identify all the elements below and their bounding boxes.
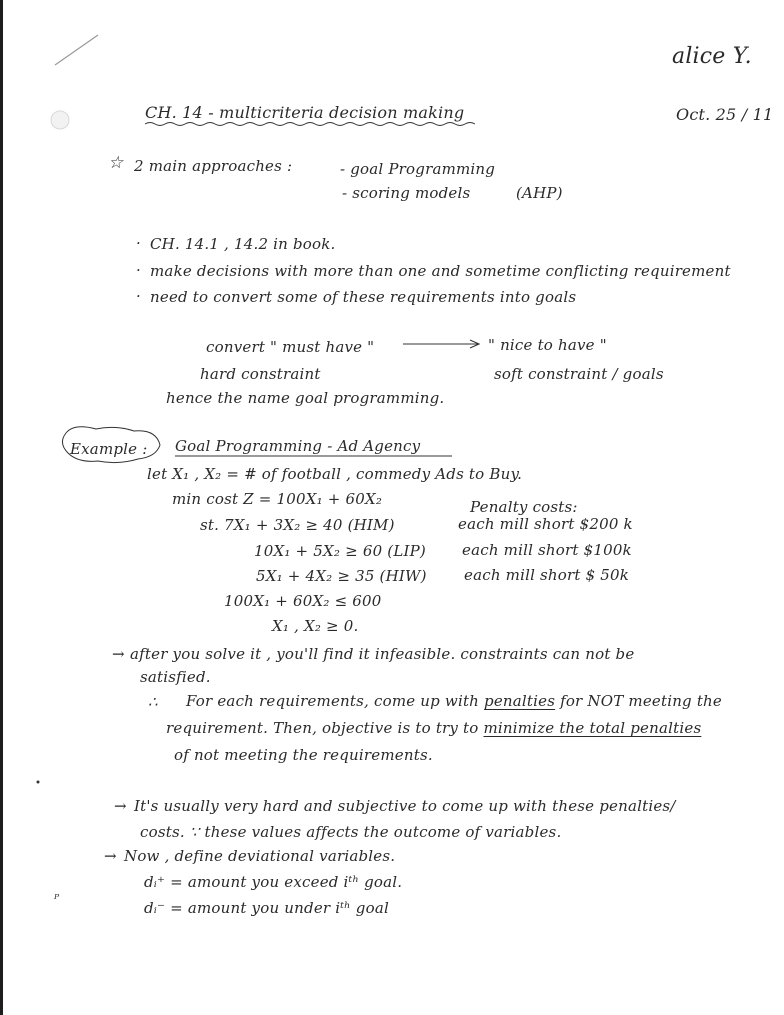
example-heading: Goal Programming - Ad Agency [175, 437, 421, 455]
example-label: Example : [70, 440, 148, 458]
arrow-icon: → [104, 847, 117, 865]
therefore-icon: ∴ [148, 693, 158, 711]
bullet-dot: · [136, 234, 141, 252]
date: Oct. 25 / 11 [676, 105, 774, 124]
convert-must-have: convert " must have " [206, 338, 375, 356]
star-icon: ☆ [108, 153, 124, 173]
minimize-penalties-underlined: minimize the total penalties [483, 719, 702, 737]
pencil-stroke [55, 35, 98, 65]
arrow-icon: → [114, 797, 127, 815]
d-minus-definition: dᵢ⁻ = amount you under iᵗʰ goal [144, 899, 389, 917]
approaches-intro: 2 main approaches : [134, 157, 293, 175]
constraint-penalty: each mill short $200 k [458, 515, 633, 533]
punch-hole [51, 111, 69, 129]
approach-scoring-models: - scoring models [342, 184, 471, 202]
infeasible-line: after you solve it , you'll find it infeasible. constraints can not be [130, 645, 635, 663]
arrow-icon: → [112, 645, 125, 663]
title-squiggle [145, 123, 475, 126]
hence-line: hence the name goal programming. [166, 389, 445, 407]
d-plus-definition: dᵢ⁺ = amount you exceed iᵗʰ goal. [144, 873, 403, 891]
penalties-underlined: penalties [484, 692, 556, 710]
approach-ahp-note: (AHP) [516, 184, 563, 202]
requirements-line: of not meeting the requirements. [174, 746, 433, 764]
infeasible-line: satisfied. [140, 668, 211, 686]
penalties-line-end: for NOT meeting the [560, 692, 722, 710]
penalties-line [186, 692, 722, 710]
objective-line [166, 719, 701, 737]
constraint-penalty: each mill short $100k [462, 541, 632, 559]
objective-line-start: requirement. Then, objective is to try to [166, 719, 479, 737]
penalties-hard-line: It's usually very hard and subjective to come up with these penalties/ [134, 797, 676, 815]
stray-dot [37, 781, 40, 784]
soft-constraint-label: soft constraint / goals [494, 365, 664, 383]
budget-constraint: 100X₁ + 60X₂ ≤ 600 [224, 592, 382, 610]
page-title: CH. 14 - multicriteria decision making [145, 103, 465, 122]
convert-nice-to-have: " nice to have " [488, 336, 607, 354]
bullet-text: CH. 14.1 , 14.2 in book. [150, 235, 336, 253]
nonnegativity-constraint: X₁ , X₂ ≥ 0. [272, 617, 359, 635]
penalties-line-start: For each requirements, come up with [186, 692, 480, 710]
objective-function: min cost Z = 100X₁ + 60X₂ [172, 490, 383, 508]
variables-definition: let X₁ , X₂ = # of football , commedy Ads to Buy. [147, 465, 523, 483]
constraint-penalty: each mill short $ 50k [464, 566, 630, 584]
margin-mark: ᴾ [54, 892, 60, 906]
bullet-text: make decisions with more than one and sometime conflicting requirement [150, 262, 731, 280]
penalty-header: Penalty costs: [470, 498, 578, 516]
constraint-expression: st. 7X₁ + 3X₂ ≥ 40 (HIM) [200, 516, 395, 534]
costs-line: costs. ∵ these values affects the outcome of variables. [140, 823, 562, 841]
bullet-dot: · [136, 261, 141, 279]
constraint-expression: 10X₁ + 5X₂ ≥ 60 (LIP) [254, 542, 426, 560]
deviational-variables-line: Now , define deviational variables. [124, 847, 396, 865]
author-name: alice Y. [672, 44, 752, 69]
constraint-expression: 5X₁ + 4X₂ ≥ 35 (HIW) [256, 567, 427, 585]
approach-goal-programming: - goal Programming [340, 160, 496, 178]
hard-constraint-label: hard constraint [200, 365, 321, 383]
bullet-dot: · [136, 287, 141, 305]
bullet-text: need to convert some of these requirements into goals [150, 288, 577, 306]
